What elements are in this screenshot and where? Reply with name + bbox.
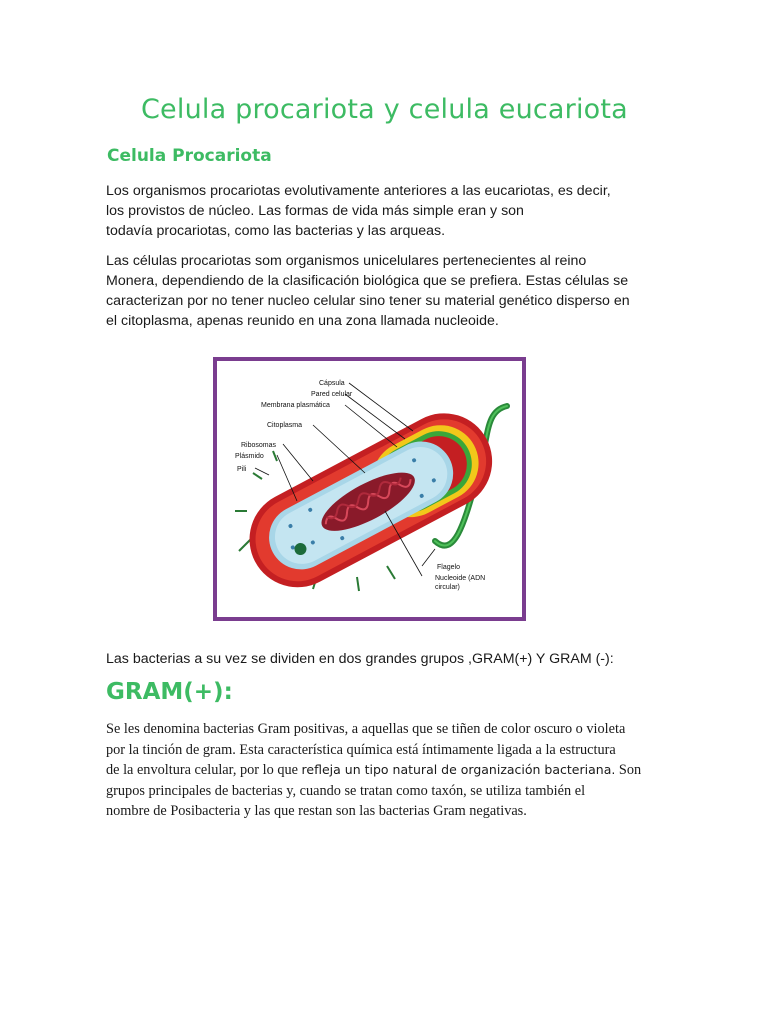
paragraph-prokaryotic-cells (106, 251, 706, 331)
label-nucleoide-2: circular) (435, 584, 460, 591)
label-citoplasma: Citoplasma (267, 422, 303, 429)
paragraph-line: caracterizan por no tener nucleo celular sino tener su material genético disperso en (106, 293, 630, 309)
paragraph-gram-groups (106, 649, 706, 669)
paragraph-line: Se les denomina bacterias Gram positivas, a aquellas que se tiñen de color oscuro o violeta (106, 721, 626, 737)
paragraph-line: Los organismos procariotas evolutivamente anteriores a las eucariotas, es decir, (106, 183, 611, 199)
section-heading: Celula Procariota (107, 146, 272, 166)
label-membrana: Membrana plasmática (261, 402, 330, 409)
line-segment-sans: refleja un tipo natural de organización bacteriana. (301, 762, 616, 777)
paragraph-line: Las bacterias a su vez se dividen en dos grandes grupos ,GRAM(+) Y GRAM (-): (106, 651, 614, 667)
line-segment: Son (615, 762, 642, 778)
prokaryotic-cell-diagram (213, 357, 526, 621)
label-capsula: Cápsula (319, 380, 345, 387)
label-ribosomas: Ribosomas (241, 442, 277, 449)
label-pili: Pili (237, 466, 247, 473)
paragraph-line: Monera, dependiendo de la clasificación biológica que se prefiera. Estas células se (106, 273, 629, 289)
paragraph-line-mixed (106, 760, 666, 781)
label-nucleoide: Nucleoide (ADN (435, 575, 486, 582)
label-plasmido: Plásmido (235, 453, 264, 460)
paragraph-line: los provistos de núcleo. Las formas de vida más simple eran y son (106, 203, 524, 219)
paragraph-intro (106, 181, 706, 241)
label-flagelo: Flagelo (437, 564, 460, 571)
paragraph-line: por la tinción de gram. Esta característica química está íntimamente ligada a la estructura (106, 741, 616, 758)
paragraph-line: grupos principales de bacterias y, cuando se tratan como taxón, se utiliza también el (106, 782, 586, 799)
page-title: Celula procariota y celula eucariota (141, 94, 628, 125)
cell-illustration (217, 361, 522, 617)
label-pared: Pared celular (311, 391, 353, 398)
paragraph-gram-positive (106, 719, 666, 822)
paragraph-line: todavía procariotas, como las bacterias y las arqueas. (106, 223, 446, 239)
gram-positive-heading: GRAM(+): (106, 679, 233, 705)
paragraph-line: el citoplasma, apenas reunido en una zona llamada nucleoide. (106, 313, 499, 329)
paragraph-line: Las células procariotas som organismos unicelulares pertenecientes al reino (106, 253, 587, 269)
line-segment: de la envoltura celular, por lo que (106, 762, 302, 778)
paragraph-line: nombre de Posibacteria y las que restan son las bacterias Gram negativas. (106, 803, 527, 819)
